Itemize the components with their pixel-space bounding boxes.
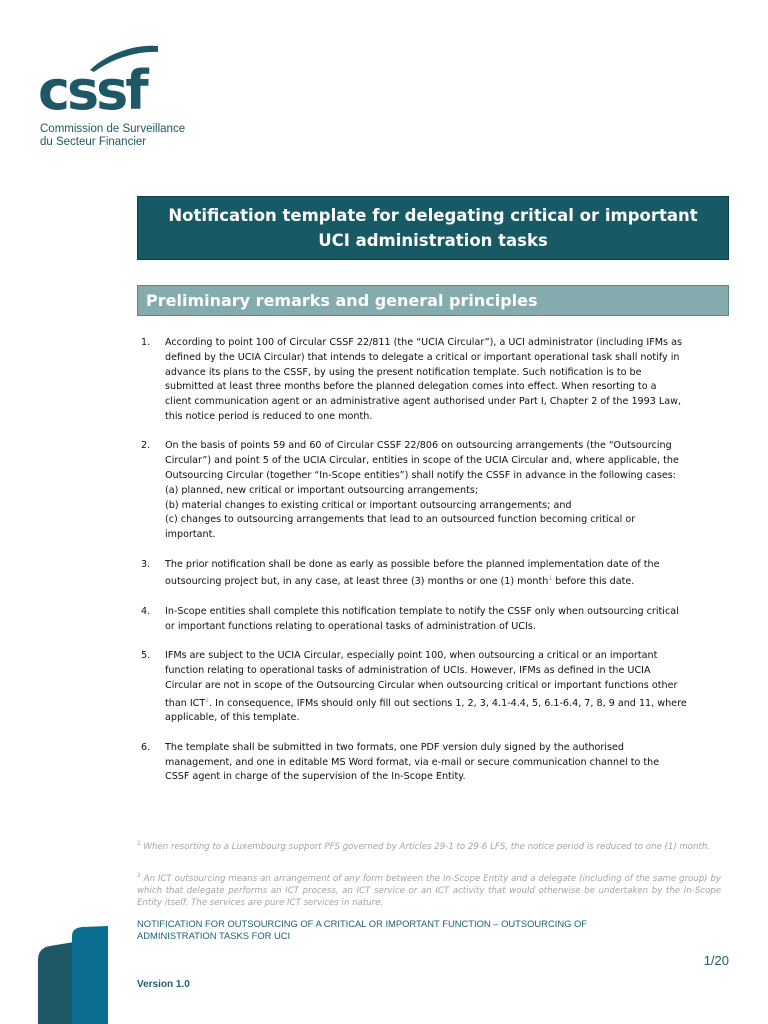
list-item: 6. The template shall be submitted in two formats, one PDF version duly signed by the authorised management, and one in editable MS Word format, via e-mail or secure communication channel to the CSSF agent in charge of the supervision of the In-Scope Entity. <box>141 741 660 783</box>
footer-bars-icon <box>38 926 110 1024</box>
list-item: 2. On the basis of points 59 and 60 of Circular CSSF 22/806 on outsourcing arrangements (the “Outsourcing Circular”) and point 5 of the UCIA Circular, entities in scope of the UCIA Circular and, where applicable, the Outsourcing Circular (together “In-Scope entities”) shall notify the CSSF in advance in the following cases: (a) planned, new critical or important outsourcing arrangements; (b) material changes to existing critical or important outsourcing arrangements; and (c) changes to outsourcing arrangements that lead to an outsourced function becoming critical or important. <box>141 440 679 541</box>
title-line-2: UCI administration tasks <box>318 231 548 250</box>
footnote-2: $^2$ An ICT outsourcing means an arrangement of any form between the In-Scope Entity and a delegate (including of the same group) by which that delegate performs an ICT process, an ICT service or an ICT activity that would otherwise be undertaken by the In-Scope Entity itself. The services are pure ICT services in nature. <box>137 871 721 908</box>
list-item: 3. The prior notification shall be done as early as possible before the planned implementation date of the outsourcing project but, in any case, at least three (3) months or one (1) month$^1$ before this date. <box>141 558 660 588</box>
section-heading: Preliminary remarks and general principles <box>137 285 729 316</box>
document-title <box>137 196 729 260</box>
footnote-ref-1[interactable]: 1 <box>548 575 553 583</box>
cssf-logo <box>38 42 198 152</box>
title-line-1: Notification template for delegating critical or important <box>168 206 698 225</box>
remarks-list <box>137 336 722 800</box>
footnote-1: $^1$ When resorting to a Luxembourg support PFS governed by Articles 29-1 to 29-6 LFS, the notice period is reduced to one (1) month. <box>137 840 711 852</box>
version-label: Version 1.0 <box>137 979 190 990</box>
footnote-ref-2[interactable]: 2 <box>205 696 210 704</box>
list-item: 5. IFMs are subject to the UCIA Circular, especially point 100, when outsourcing a critical or an important function relating to operational tasks of administration of UCIs. However, IFMs as defined in the UCIA Circular are not in scope of the Outsourcing Circular when outsourcing critical or important functions other than ICT$^2$. In consequence, IFMs should only fill out sections 1, 2, 3, 4.1-4.4, 5, 6.1-6.4, 7, 8, 9 and 11, where applicable, of this template. <box>141 650 687 724</box>
list-item: 1. According to point 100 of Circular CSSF 22/811 (the “UCIA Circular”), a UCI administrator (including IFMs as defined by the UCIA Circular) that intends to delegate a critical or important operational task shall notify in advance its plans to the CSSF, by using the present notification template. Such notification is to be submitted at least three months before the planned delegation comes into effect. When resorting to a client communication agent or an administrative agent authorised under Part I, Chapter 2 of the 1993 Law, this notice period is reduced to one month. <box>141 337 682 422</box>
logo-subtitle: Commission de Surveillance du Secteur Financier <box>40 123 186 148</box>
footer-title: NOTIFICATION FOR OUTSOURCING OF A CRITICAL OR IMPORTANT FUNCTION – OUTSOURCING OF ADMINISTRATION TASKS FOR UCI <box>137 918 588 941</box>
footnotes <box>137 838 721 926</box>
logo-wordmark: cssf <box>38 59 146 122</box>
list-item: 4. In-Scope entities shall complete this notification template to notify the CSSF only when outsourcing critical or important functions relating to operational tasks of administration of UCIs. <box>141 605 679 632</box>
page-number: 1/20 <box>703 953 729 968</box>
